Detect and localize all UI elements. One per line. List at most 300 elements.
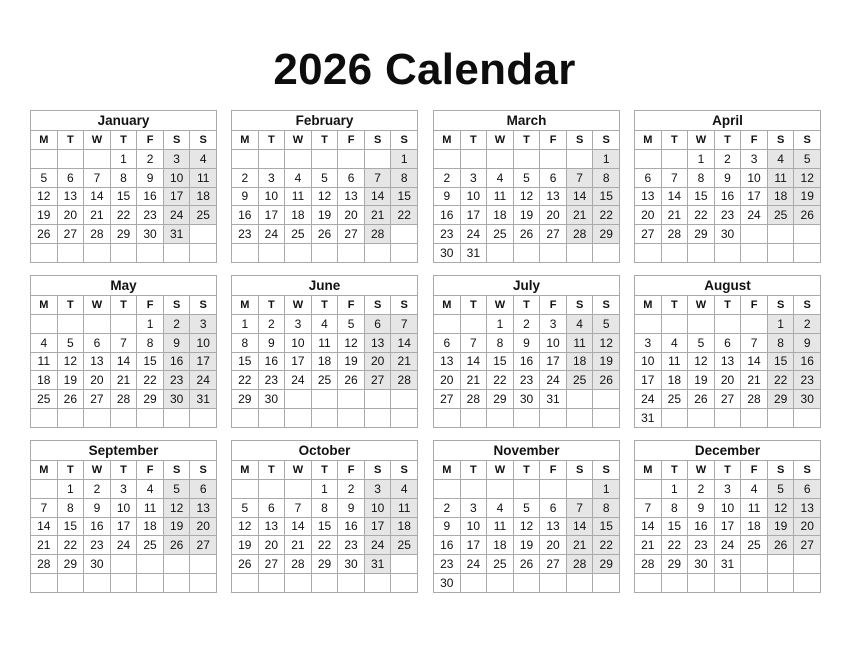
day-cell: 9 bbox=[259, 334, 285, 352]
day-cell: 1 bbox=[593, 150, 619, 168]
day-cell: 25 bbox=[487, 555, 513, 573]
empty-cell bbox=[487, 574, 513, 592]
weekday-label: F bbox=[338, 461, 364, 479]
empty-cell bbox=[259, 480, 285, 498]
day-cell: 17 bbox=[741, 188, 767, 206]
day-cell: 14 bbox=[285, 518, 311, 536]
empty-cell bbox=[688, 574, 714, 592]
day-cell: 8 bbox=[688, 169, 714, 187]
day-cell: 5 bbox=[338, 315, 364, 333]
day-cell: 17 bbox=[190, 353, 216, 371]
empty-cell bbox=[487, 480, 513, 498]
weekday-label: S bbox=[567, 296, 593, 314]
weekday-label: M bbox=[232, 296, 258, 314]
day-cell: 19 bbox=[31, 206, 57, 224]
month-july bbox=[433, 275, 620, 428]
month-august bbox=[634, 275, 821, 428]
day-cell: 18 bbox=[391, 518, 417, 536]
weekday-label: S bbox=[391, 131, 417, 149]
day-cell: 5 bbox=[232, 499, 258, 517]
day-cell: 30 bbox=[164, 390, 190, 408]
day-cell: 11 bbox=[312, 334, 338, 352]
weekday-label: T bbox=[514, 131, 540, 149]
day-cell: 11 bbox=[662, 353, 688, 371]
day-cell: 1 bbox=[662, 480, 688, 498]
empty-cell bbox=[137, 244, 163, 262]
month-june bbox=[231, 275, 418, 428]
day-cell: 24 bbox=[635, 390, 661, 408]
empty-cell bbox=[741, 315, 767, 333]
day-cell: 26 bbox=[514, 555, 540, 573]
day-cell: 14 bbox=[567, 188, 593, 206]
day-cell: 8 bbox=[391, 169, 417, 187]
day-cell: 18 bbox=[768, 188, 794, 206]
weekday-label: S bbox=[190, 131, 216, 149]
day-cell: 23 bbox=[232, 225, 258, 243]
day-cell: 24 bbox=[715, 536, 741, 554]
day-cell: 8 bbox=[312, 499, 338, 517]
weekday-label: S bbox=[794, 296, 820, 314]
empty-cell bbox=[593, 409, 619, 427]
day-cell: 17 bbox=[540, 353, 566, 371]
day-cell: 29 bbox=[593, 555, 619, 573]
day-cell: 16 bbox=[338, 518, 364, 536]
month-name: October bbox=[232, 441, 417, 460]
weekday-label: W bbox=[688, 131, 714, 149]
weekday-label: F bbox=[540, 131, 566, 149]
day-cell: 17 bbox=[715, 518, 741, 536]
weekday-label: T bbox=[461, 131, 487, 149]
empty-cell bbox=[567, 150, 593, 168]
day-cell: 24 bbox=[741, 206, 767, 224]
day-cell: 24 bbox=[259, 225, 285, 243]
day-cell: 29 bbox=[487, 390, 513, 408]
day-cell: 27 bbox=[715, 390, 741, 408]
empty-cell bbox=[285, 409, 311, 427]
day-cell: 18 bbox=[487, 536, 513, 554]
weekday-label: T bbox=[259, 461, 285, 479]
day-cell: 23 bbox=[259, 371, 285, 389]
day-cell: 7 bbox=[31, 499, 57, 517]
empty-cell bbox=[567, 574, 593, 592]
empty-cell bbox=[232, 409, 258, 427]
weekday-label: W bbox=[84, 296, 110, 314]
empty-cell bbox=[794, 244, 820, 262]
empty-cell bbox=[58, 244, 84, 262]
day-cell: 15 bbox=[137, 353, 163, 371]
day-cell: 12 bbox=[312, 188, 338, 206]
day-cell: 26 bbox=[593, 371, 619, 389]
day-cell: 10 bbox=[259, 188, 285, 206]
day-cell: 22 bbox=[232, 371, 258, 389]
day-cell: 30 bbox=[434, 244, 460, 262]
empty-cell bbox=[741, 409, 767, 427]
day-cell: 23 bbox=[434, 225, 460, 243]
weekday-label: T bbox=[715, 461, 741, 479]
day-cell: 9 bbox=[84, 499, 110, 517]
empty-cell bbox=[715, 574, 741, 592]
empty-cell bbox=[232, 480, 258, 498]
day-cell: 3 bbox=[715, 480, 741, 498]
empty-cell bbox=[391, 574, 417, 592]
weekday-label: T bbox=[58, 461, 84, 479]
weekday-label: W bbox=[487, 131, 513, 149]
day-cell: 13 bbox=[635, 188, 661, 206]
day-cell: 6 bbox=[434, 334, 460, 352]
day-cell: 18 bbox=[31, 371, 57, 389]
day-cell: 3 bbox=[540, 315, 566, 333]
month-april bbox=[634, 110, 821, 263]
day-cell: 2 bbox=[688, 480, 714, 498]
day-cell: 28 bbox=[84, 225, 110, 243]
empty-cell bbox=[768, 555, 794, 573]
day-cell: 29 bbox=[137, 390, 163, 408]
weekday-label: S bbox=[190, 461, 216, 479]
day-cell: 8 bbox=[137, 334, 163, 352]
empty-cell bbox=[635, 244, 661, 262]
month-name: August bbox=[635, 276, 820, 295]
weekday-label: T bbox=[662, 131, 688, 149]
day-cell: 10 bbox=[715, 499, 741, 517]
day-cell: 15 bbox=[768, 353, 794, 371]
day-cell: 9 bbox=[715, 169, 741, 187]
day-cell: 22 bbox=[58, 536, 84, 554]
day-cell: 27 bbox=[58, 225, 84, 243]
day-cell: 8 bbox=[593, 169, 619, 187]
day-cell: 4 bbox=[662, 334, 688, 352]
empty-cell bbox=[58, 409, 84, 427]
day-cell: 12 bbox=[593, 334, 619, 352]
empty-cell bbox=[662, 244, 688, 262]
day-cell: 19 bbox=[164, 518, 190, 536]
day-cell: 29 bbox=[58, 555, 84, 573]
empty-cell bbox=[111, 244, 137, 262]
day-cell: 27 bbox=[540, 225, 566, 243]
day-cell: 21 bbox=[31, 536, 57, 554]
day-cell: 2 bbox=[794, 315, 820, 333]
weekday-label: T bbox=[259, 131, 285, 149]
month-name: September bbox=[31, 441, 216, 460]
month-name: November bbox=[434, 441, 619, 460]
page-title: 2026 Calendar bbox=[273, 45, 576, 94]
day-cell: 6 bbox=[794, 480, 820, 498]
empty-cell bbox=[190, 244, 216, 262]
day-cell: 20 bbox=[190, 518, 216, 536]
empty-cell bbox=[741, 574, 767, 592]
empty-cell bbox=[391, 409, 417, 427]
empty-cell bbox=[635, 315, 661, 333]
day-cell: 23 bbox=[688, 536, 714, 554]
empty-cell bbox=[635, 480, 661, 498]
empty-cell bbox=[741, 555, 767, 573]
day-cell: 12 bbox=[232, 518, 258, 536]
empty-cell bbox=[741, 244, 767, 262]
empty-cell bbox=[84, 315, 110, 333]
day-cell: 4 bbox=[741, 480, 767, 498]
day-cell: 30 bbox=[715, 225, 741, 243]
day-cell: 16 bbox=[137, 188, 163, 206]
day-cell: 20 bbox=[259, 536, 285, 554]
day-cell: 27 bbox=[338, 225, 364, 243]
day-cell: 13 bbox=[190, 499, 216, 517]
day-cell: 6 bbox=[540, 169, 566, 187]
weekday-label: F bbox=[540, 461, 566, 479]
day-cell: 27 bbox=[190, 536, 216, 554]
day-cell: 19 bbox=[312, 206, 338, 224]
day-cell: 26 bbox=[312, 225, 338, 243]
empty-cell bbox=[58, 574, 84, 592]
day-cell: 27 bbox=[794, 536, 820, 554]
day-cell: 14 bbox=[84, 188, 110, 206]
weekday-label: T bbox=[662, 461, 688, 479]
day-cell: 2 bbox=[137, 150, 163, 168]
month-name: July bbox=[434, 276, 619, 295]
day-cell: 15 bbox=[593, 188, 619, 206]
day-cell: 17 bbox=[635, 371, 661, 389]
day-cell: 4 bbox=[190, 150, 216, 168]
day-cell: 16 bbox=[259, 353, 285, 371]
day-cell: 18 bbox=[567, 353, 593, 371]
day-cell: 21 bbox=[84, 206, 110, 224]
day-cell: 3 bbox=[635, 334, 661, 352]
empty-cell bbox=[232, 244, 258, 262]
empty-cell bbox=[662, 409, 688, 427]
weekday-label: S bbox=[567, 131, 593, 149]
empty-cell bbox=[514, 480, 540, 498]
day-cell: 9 bbox=[434, 518, 460, 536]
weekday-label: W bbox=[487, 461, 513, 479]
day-cell: 9 bbox=[688, 499, 714, 517]
day-cell: 9 bbox=[338, 499, 364, 517]
day-cell: 22 bbox=[312, 536, 338, 554]
day-cell: 25 bbox=[391, 536, 417, 554]
empty-cell bbox=[312, 150, 338, 168]
day-cell: 25 bbox=[137, 536, 163, 554]
weekday-label: F bbox=[137, 131, 163, 149]
day-cell: 17 bbox=[259, 206, 285, 224]
day-cell: 7 bbox=[84, 169, 110, 187]
day-cell: 23 bbox=[514, 371, 540, 389]
empty-cell bbox=[487, 409, 513, 427]
day-cell: 18 bbox=[190, 188, 216, 206]
day-cell: 8 bbox=[662, 499, 688, 517]
day-cell: 7 bbox=[741, 334, 767, 352]
day-cell: 1 bbox=[232, 315, 258, 333]
day-cell: 30 bbox=[688, 555, 714, 573]
day-cell: 9 bbox=[232, 188, 258, 206]
day-cell: 11 bbox=[567, 334, 593, 352]
day-cell: 15 bbox=[391, 188, 417, 206]
day-cell: 26 bbox=[338, 371, 364, 389]
day-cell: 2 bbox=[715, 150, 741, 168]
day-cell: 10 bbox=[635, 353, 661, 371]
day-cell: 27 bbox=[635, 225, 661, 243]
weekday-label: M bbox=[635, 296, 661, 314]
day-cell: 19 bbox=[688, 371, 714, 389]
day-cell: 1 bbox=[487, 315, 513, 333]
empty-cell bbox=[164, 244, 190, 262]
day-cell: 18 bbox=[487, 206, 513, 224]
day-cell: 4 bbox=[487, 169, 513, 187]
day-cell: 12 bbox=[794, 169, 820, 187]
day-cell: 28 bbox=[31, 555, 57, 573]
empty-cell bbox=[662, 574, 688, 592]
day-cell: 2 bbox=[434, 169, 460, 187]
day-cell: 6 bbox=[540, 499, 566, 517]
day-cell: 11 bbox=[285, 188, 311, 206]
day-cell: 1 bbox=[111, 150, 137, 168]
day-cell: 11 bbox=[31, 353, 57, 371]
day-cell: 3 bbox=[461, 499, 487, 517]
day-cell: 28 bbox=[111, 390, 137, 408]
weekday-label: S bbox=[768, 296, 794, 314]
day-cell: 31 bbox=[164, 225, 190, 243]
day-cell: 17 bbox=[461, 206, 487, 224]
day-cell: 15 bbox=[312, 518, 338, 536]
day-cell: 21 bbox=[111, 371, 137, 389]
day-cell: 17 bbox=[365, 518, 391, 536]
day-cell: 29 bbox=[662, 555, 688, 573]
empty-cell bbox=[540, 244, 566, 262]
weekday-label: F bbox=[338, 131, 364, 149]
day-cell: 28 bbox=[741, 390, 767, 408]
day-cell: 29 bbox=[312, 555, 338, 573]
day-cell: 17 bbox=[164, 188, 190, 206]
empty-cell bbox=[111, 574, 137, 592]
empty-cell bbox=[768, 244, 794, 262]
day-cell: 15 bbox=[487, 353, 513, 371]
empty-cell bbox=[31, 150, 57, 168]
day-cell: 3 bbox=[461, 169, 487, 187]
day-cell: 26 bbox=[768, 536, 794, 554]
day-cell: 5 bbox=[688, 334, 714, 352]
day-cell: 18 bbox=[285, 206, 311, 224]
empty-cell bbox=[794, 574, 820, 592]
empty-cell bbox=[84, 244, 110, 262]
day-cell: 2 bbox=[514, 315, 540, 333]
day-cell: 20 bbox=[794, 518, 820, 536]
day-cell: 13 bbox=[84, 353, 110, 371]
day-cell: 7 bbox=[111, 334, 137, 352]
day-cell: 1 bbox=[137, 315, 163, 333]
weekday-label: M bbox=[434, 461, 460, 479]
empty-cell bbox=[794, 555, 820, 573]
empty-cell bbox=[259, 244, 285, 262]
day-cell: 28 bbox=[391, 371, 417, 389]
empty-cell bbox=[338, 409, 364, 427]
day-cell: 3 bbox=[164, 150, 190, 168]
empty-cell bbox=[338, 574, 364, 592]
day-cell: 2 bbox=[259, 315, 285, 333]
day-cell: 16 bbox=[514, 353, 540, 371]
day-cell: 3 bbox=[741, 150, 767, 168]
day-cell: 25 bbox=[487, 225, 513, 243]
day-cell: 30 bbox=[338, 555, 364, 573]
day-cell: 3 bbox=[365, 480, 391, 498]
day-cell: 5 bbox=[514, 499, 540, 517]
weekday-label: M bbox=[434, 131, 460, 149]
month-september bbox=[30, 440, 217, 593]
day-cell: 12 bbox=[338, 334, 364, 352]
day-cell: 10 bbox=[461, 188, 487, 206]
empty-cell bbox=[794, 225, 820, 243]
day-cell: 24 bbox=[461, 225, 487, 243]
day-cell: 1 bbox=[312, 480, 338, 498]
day-cell: 21 bbox=[567, 536, 593, 554]
weekday-label: M bbox=[31, 461, 57, 479]
day-cell: 13 bbox=[540, 518, 566, 536]
day-cell: 24 bbox=[111, 536, 137, 554]
empty-cell bbox=[567, 390, 593, 408]
empty-cell bbox=[567, 409, 593, 427]
day-cell: 24 bbox=[461, 555, 487, 573]
day-cell: 15 bbox=[688, 188, 714, 206]
day-cell: 31 bbox=[461, 244, 487, 262]
weekday-label: T bbox=[461, 296, 487, 314]
day-cell: 15 bbox=[111, 188, 137, 206]
day-cell: 22 bbox=[593, 206, 619, 224]
day-cell: 25 bbox=[768, 206, 794, 224]
empty-cell bbox=[461, 150, 487, 168]
weekday-label: T bbox=[312, 296, 338, 314]
empty-cell bbox=[434, 150, 460, 168]
day-cell: 3 bbox=[285, 315, 311, 333]
day-cell: 19 bbox=[58, 371, 84, 389]
day-cell: 4 bbox=[391, 480, 417, 498]
empty-cell bbox=[514, 574, 540, 592]
day-cell: 27 bbox=[540, 555, 566, 573]
empty-cell bbox=[285, 390, 311, 408]
empty-cell bbox=[768, 409, 794, 427]
day-cell: 12 bbox=[514, 518, 540, 536]
day-cell: 2 bbox=[434, 499, 460, 517]
day-cell: 19 bbox=[794, 188, 820, 206]
empty-cell bbox=[487, 244, 513, 262]
day-cell: 28 bbox=[662, 225, 688, 243]
day-cell: 21 bbox=[662, 206, 688, 224]
empty-cell bbox=[312, 244, 338, 262]
weekday-label: S bbox=[593, 461, 619, 479]
day-cell: 16 bbox=[715, 188, 741, 206]
day-cell: 14 bbox=[111, 353, 137, 371]
day-cell: 22 bbox=[391, 206, 417, 224]
day-cell: 29 bbox=[111, 225, 137, 243]
day-cell: 13 bbox=[434, 353, 460, 371]
day-cell: 15 bbox=[662, 518, 688, 536]
weekday-label: T bbox=[715, 296, 741, 314]
empty-cell bbox=[741, 225, 767, 243]
weekday-label: S bbox=[391, 461, 417, 479]
empty-cell bbox=[461, 315, 487, 333]
empty-cell bbox=[593, 244, 619, 262]
day-cell: 20 bbox=[84, 371, 110, 389]
day-cell: 15 bbox=[593, 518, 619, 536]
day-cell: 5 bbox=[514, 169, 540, 187]
empty-cell bbox=[137, 555, 163, 573]
day-cell: 23 bbox=[715, 206, 741, 224]
month-may bbox=[30, 275, 217, 428]
empty-cell bbox=[190, 409, 216, 427]
day-cell: 2 bbox=[232, 169, 258, 187]
day-cell: 19 bbox=[768, 518, 794, 536]
day-cell: 6 bbox=[259, 499, 285, 517]
empty-cell bbox=[514, 150, 540, 168]
empty-cell bbox=[338, 244, 364, 262]
day-cell: 26 bbox=[31, 225, 57, 243]
day-cell: 6 bbox=[190, 480, 216, 498]
weekday-label: F bbox=[741, 461, 767, 479]
day-cell: 30 bbox=[84, 555, 110, 573]
